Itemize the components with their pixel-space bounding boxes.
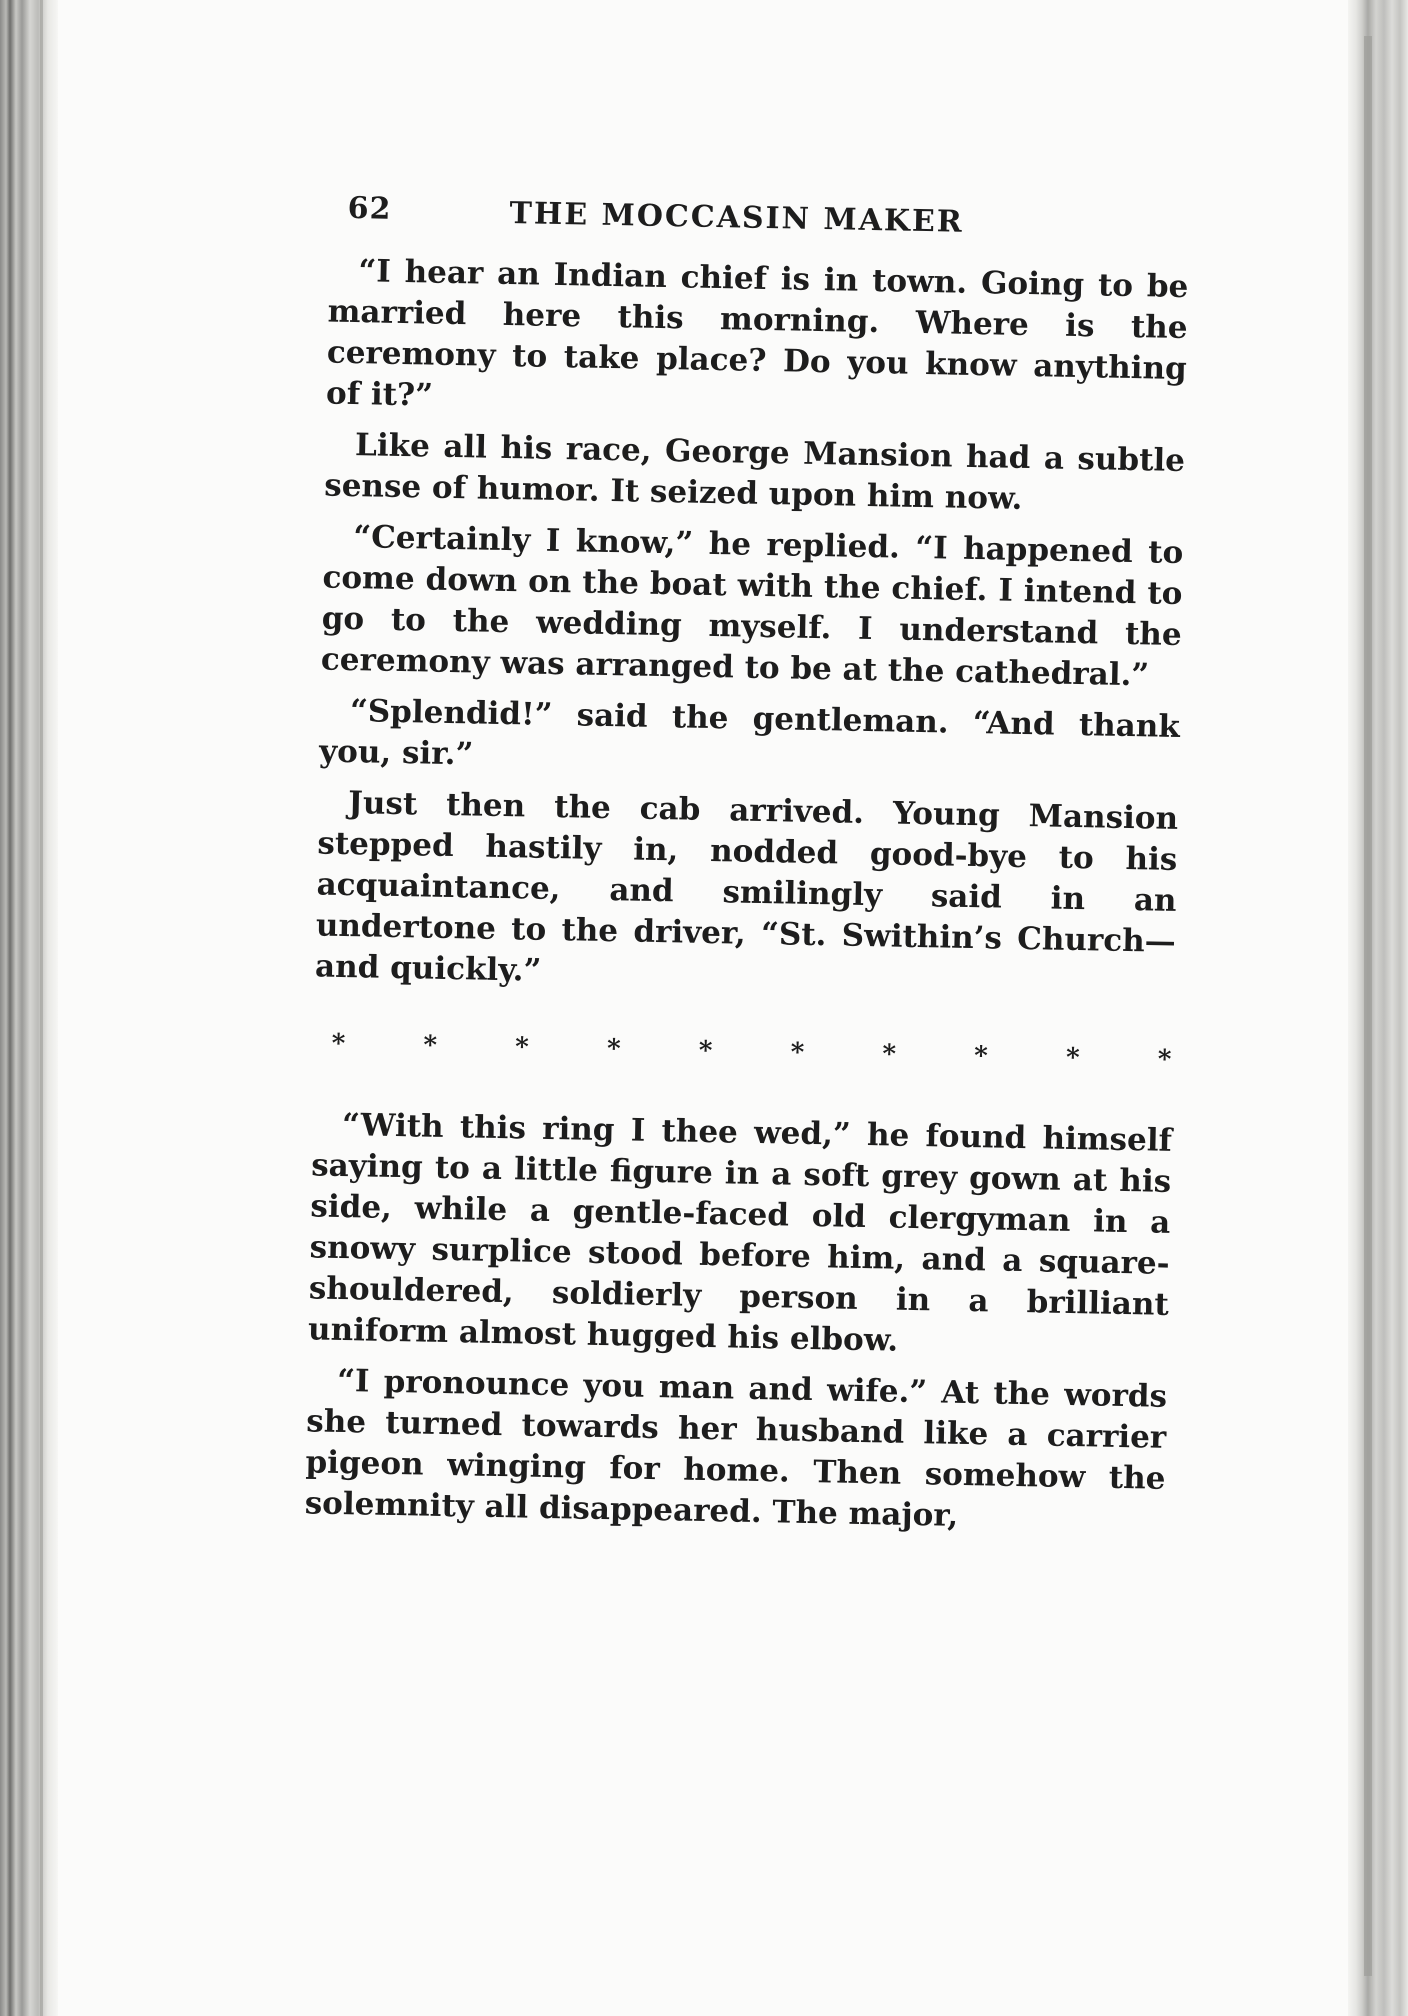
paragraph: “I hear an Indian chief is in town. Going to be married here this morning. Where is the ceremony to take place? Do you know anything of it?”	[325, 253, 1189, 414]
paragraph: “I pronounce you man and wife.” At the words she turned towards her husband like a carrier pigeon winging for home. Then somehow the solemnity all disappeared. The major,	[304, 1362, 1168, 1534]
separator-asterisk: *	[514, 1032, 530, 1063]
paragraph: “With this ring I thee wed,” he found himself saying to a little figure in a soft grey gown at his side, while a gentle-faced old clergyman in a snowy surplice stood before him, and a square-shouldered, soldierly person in a brilliant uniform almost hugged his elbow.	[307, 1106, 1173, 1359]
separator-asterisk: *	[331, 1028, 346, 1060]
separator-asterisk: *	[698, 1035, 713, 1067]
separator-asterisk: *	[882, 1039, 897, 1070]
book-title: THE MOCCASIN MAKER	[509, 196, 965, 240]
page-edge-shadow	[1348, 0, 1408, 2016]
page-number: 62	[347, 190, 392, 227]
separator-asterisk: *	[423, 1030, 438, 1061]
paragraph: Like all his race, George Mansion had a subtle sense of humor. It seized upon him now.	[323, 427, 1186, 517]
separator-asterisk: *	[973, 1041, 989, 1072]
separator-asterisk: *	[1157, 1044, 1172, 1075]
page-edge-line	[1364, 36, 1372, 1976]
gutter-line	[40, 0, 43, 2016]
paragraph: “Certainly I know,” he replied. “I happened to come down on the boat with the chief. I intend to go to the wedding myself. I understand the ceremony was arranged to be at the cathedral.”	[320, 519, 1184, 694]
page-content	[274, 190, 1200, 1551]
paragraph: “Splendid!” said the gentleman. “And thank you, sir.”	[318, 693, 1181, 773]
separator-asterisk: *	[790, 1037, 805, 1068]
separator-asterisk: *	[1065, 1042, 1080, 1074]
body-text	[304, 251, 1188, 1541]
book-spine-shadow	[0, 0, 58, 2016]
paragraph: Just then the cab arrived. Young Mansion stepped hastily in, nodded good-bye to his acquaintance, and smilingly said in an undertone to the driver, “St. Swithin’s Church—and quickly.”	[314, 785, 1179, 989]
separator-asterisk: *	[606, 1034, 621, 1065]
section-separator	[331, 1024, 1172, 1081]
